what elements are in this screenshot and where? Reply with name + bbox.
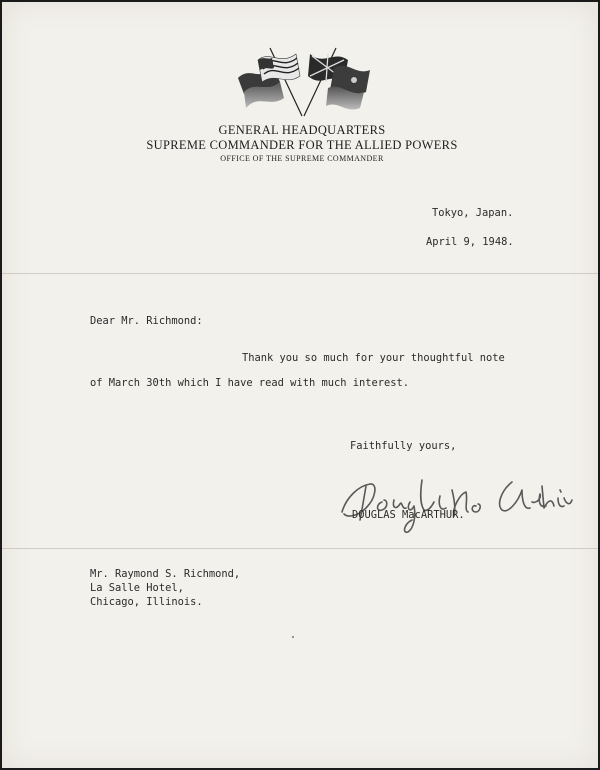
body-line-2: of March 30th which I have read with much interest.	[90, 377, 410, 389]
fold-line	[2, 273, 598, 274]
crossed-flags-emblem	[230, 42, 376, 118]
paper-speck	[292, 636, 294, 638]
complimentary-closing: Faithfully yours,	[350, 440, 457, 452]
recipient-city: Chicago, Illinois.	[90, 596, 203, 608]
letter-date: April 9, 1948.	[426, 236, 514, 248]
handwritten-signature	[336, 468, 576, 538]
letterhead-line-3: OFFICE OF THE SUPREME COMMANDER	[220, 154, 384, 163]
letter-sheet	[2, 2, 598, 768]
recipient-name: Mr. Raymond S. Richmond,	[90, 568, 241, 580]
letterhead-line-1: GENERAL HEADQUARTERS	[218, 123, 386, 137]
salutation: Dear Mr. Richmond:	[90, 315, 203, 327]
letterhead-line-2: SUPREME COMMANDER FOR THE ALLIED POWERS	[146, 138, 458, 152]
fold-line	[2, 548, 598, 549]
letter-place: Tokyo, Japan.	[432, 207, 514, 219]
recipient-hotel: La Salle Hotel,	[90, 582, 184, 594]
typed-signatory-name: DOUGLAS MacARTHUR.	[352, 509, 465, 521]
body-line-1: Thank you so much for your thoughtful note	[242, 352, 505, 364]
